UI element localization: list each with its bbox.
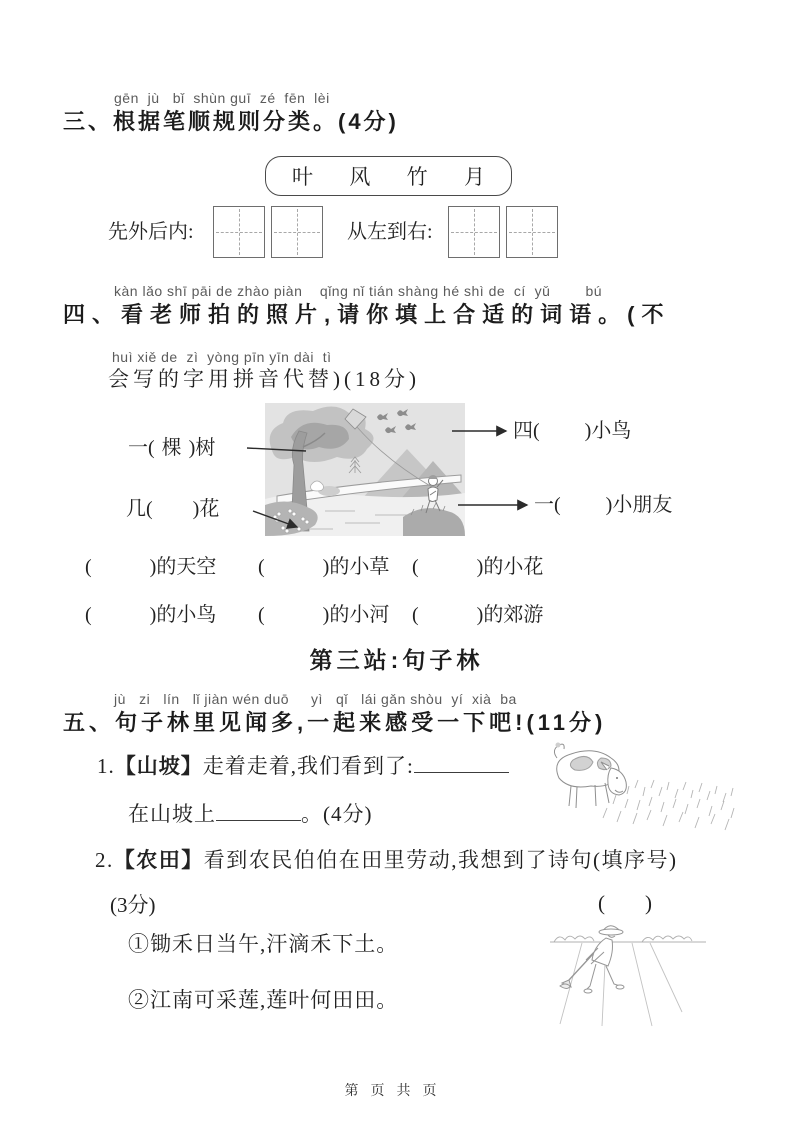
label-child: [534, 493, 672, 517]
item2-answer-parens: [598, 891, 652, 916]
item2-line1: [95, 848, 678, 873]
word-blank-outing: [412, 603, 543, 627]
answer-line[interactable]: [414, 752, 509, 773]
word-blank-grass: [258, 555, 389, 579]
label-child-post: )小朋友: [605, 494, 673, 516]
char-item: 风: [349, 165, 371, 189]
label-tree-fill: 棵: [161, 437, 182, 459]
section4-title-line1: 四、看老师拍的照片,请你填上合适的词语。(不: [63, 302, 671, 327]
blank-word: 的小河: [329, 604, 390, 626]
paren-close: ): [149, 604, 157, 626]
word-blank-flower: [412, 555, 543, 579]
blank-word: 的天空: [156, 556, 217, 578]
item2-option-1[interactable]: ①锄禾日当午,汗滴禾下土。: [128, 932, 399, 956]
item2-score: (3分): [110, 893, 156, 917]
section3-pinyin: gēn jù bǐ shùn guī zé fēn lèi: [114, 90, 330, 106]
word-blank-river: [258, 603, 389, 627]
section5-title: 五、句子林里见闻多,一起来感受一下吧!(11分): [63, 710, 607, 735]
blank-word: 的小草: [329, 556, 390, 578]
paren-open: (: [412, 556, 419, 578]
writing-grid-box[interactable]: [506, 206, 558, 258]
scene-figure: [0, 400, 793, 555]
label-flower-post: )花: [192, 498, 220, 520]
paren-close: ): [645, 891, 652, 915]
writing-grid-box[interactable]: [271, 206, 323, 258]
section4-pinyin-line2: huì xiě de zì yòng pīn yīn dài tì: [112, 349, 332, 365]
char-item: 叶: [292, 165, 313, 189]
item1-lead: 走着走着,我们看到了:: [202, 753, 414, 778]
section3-title: 三、根据笔顺规则分类。(4分): [63, 109, 399, 134]
paren-open: (: [85, 604, 92, 626]
paren-close: ): [476, 556, 484, 578]
blank-word: 的郊游: [483, 604, 544, 626]
label-flower: [126, 497, 219, 521]
label-bird: [513, 419, 631, 443]
item1-line2: [128, 800, 373, 827]
paren-open: (: [412, 604, 419, 626]
paren-close: ): [322, 556, 330, 578]
blank-word: 的小鸟: [156, 604, 217, 626]
answer-line[interactable]: [216, 800, 301, 821]
item1-line1: [97, 752, 509, 779]
paren-close: ): [322, 604, 330, 626]
label-arrows: [0, 400, 793, 555]
blank-word: 的小花: [483, 556, 544, 578]
label-tree: [128, 436, 215, 460]
item1-number: 1.: [97, 753, 115, 778]
rule-left-right-label: 从左到右:: [347, 221, 433, 243]
paren-open: (: [258, 556, 265, 578]
label-bird-post: )小鸟: [584, 420, 632, 442]
station-heading: 第三站:句子林: [309, 647, 484, 673]
label-flower-pre: 几(: [126, 498, 153, 520]
item2-option-2[interactable]: ②江南可采莲,莲叶何田田。: [128, 988, 399, 1012]
word-blank-bird: [85, 603, 216, 627]
label-bird-pre: 四(: [513, 420, 540, 442]
item2-tag: 【农田】: [113, 848, 204, 872]
item1-line2-post: 。(4分): [301, 801, 373, 826]
paren-open: (: [598, 891, 605, 915]
writing-grid-box[interactable]: [448, 206, 500, 258]
char-item: 月: [463, 165, 485, 189]
paren-open: (: [85, 556, 92, 578]
label-tree-pre: 一(: [128, 437, 155, 459]
character-box: [265, 156, 512, 196]
paren-open: (: [258, 604, 265, 626]
rule-outside-inside-label: 先外后内:: [108, 221, 194, 243]
label-child-pre: 一(: [534, 494, 561, 516]
paren-close: ): [476, 604, 484, 626]
item2-lead: 看到农民伯伯在田里劳动,我想到了诗句(填序号): [203, 848, 678, 872]
word-blank-sky: [85, 555, 216, 579]
item1-tag: 【山坡】: [114, 753, 203, 778]
writing-grid-box[interactable]: [213, 206, 265, 258]
cow-illustration: [543, 738, 743, 834]
item2-number: 2.: [95, 848, 114, 872]
section4-pinyin-line1: kàn lǎo shī pāi de zhào piàn qǐng nǐ tián shàng hé shì de cí yǔ bú: [114, 283, 603, 299]
char-item: 竹: [406, 165, 428, 189]
paren-close: ): [149, 556, 157, 578]
farmer-illustration: [546, 916, 711, 1028]
section5-pinyin: jù zi lín lǐ jiàn wén duō yì qǐ lái gǎn shòu yí xià ba: [114, 691, 517, 707]
item1-line2-pre: 在山坡上: [128, 801, 216, 826]
label-tree-post: )树: [188, 437, 216, 459]
page-footer: 第页共页: [344, 1082, 449, 1098]
section4-title-line2: 会写的字用拼音代替)(18分): [108, 367, 420, 391]
